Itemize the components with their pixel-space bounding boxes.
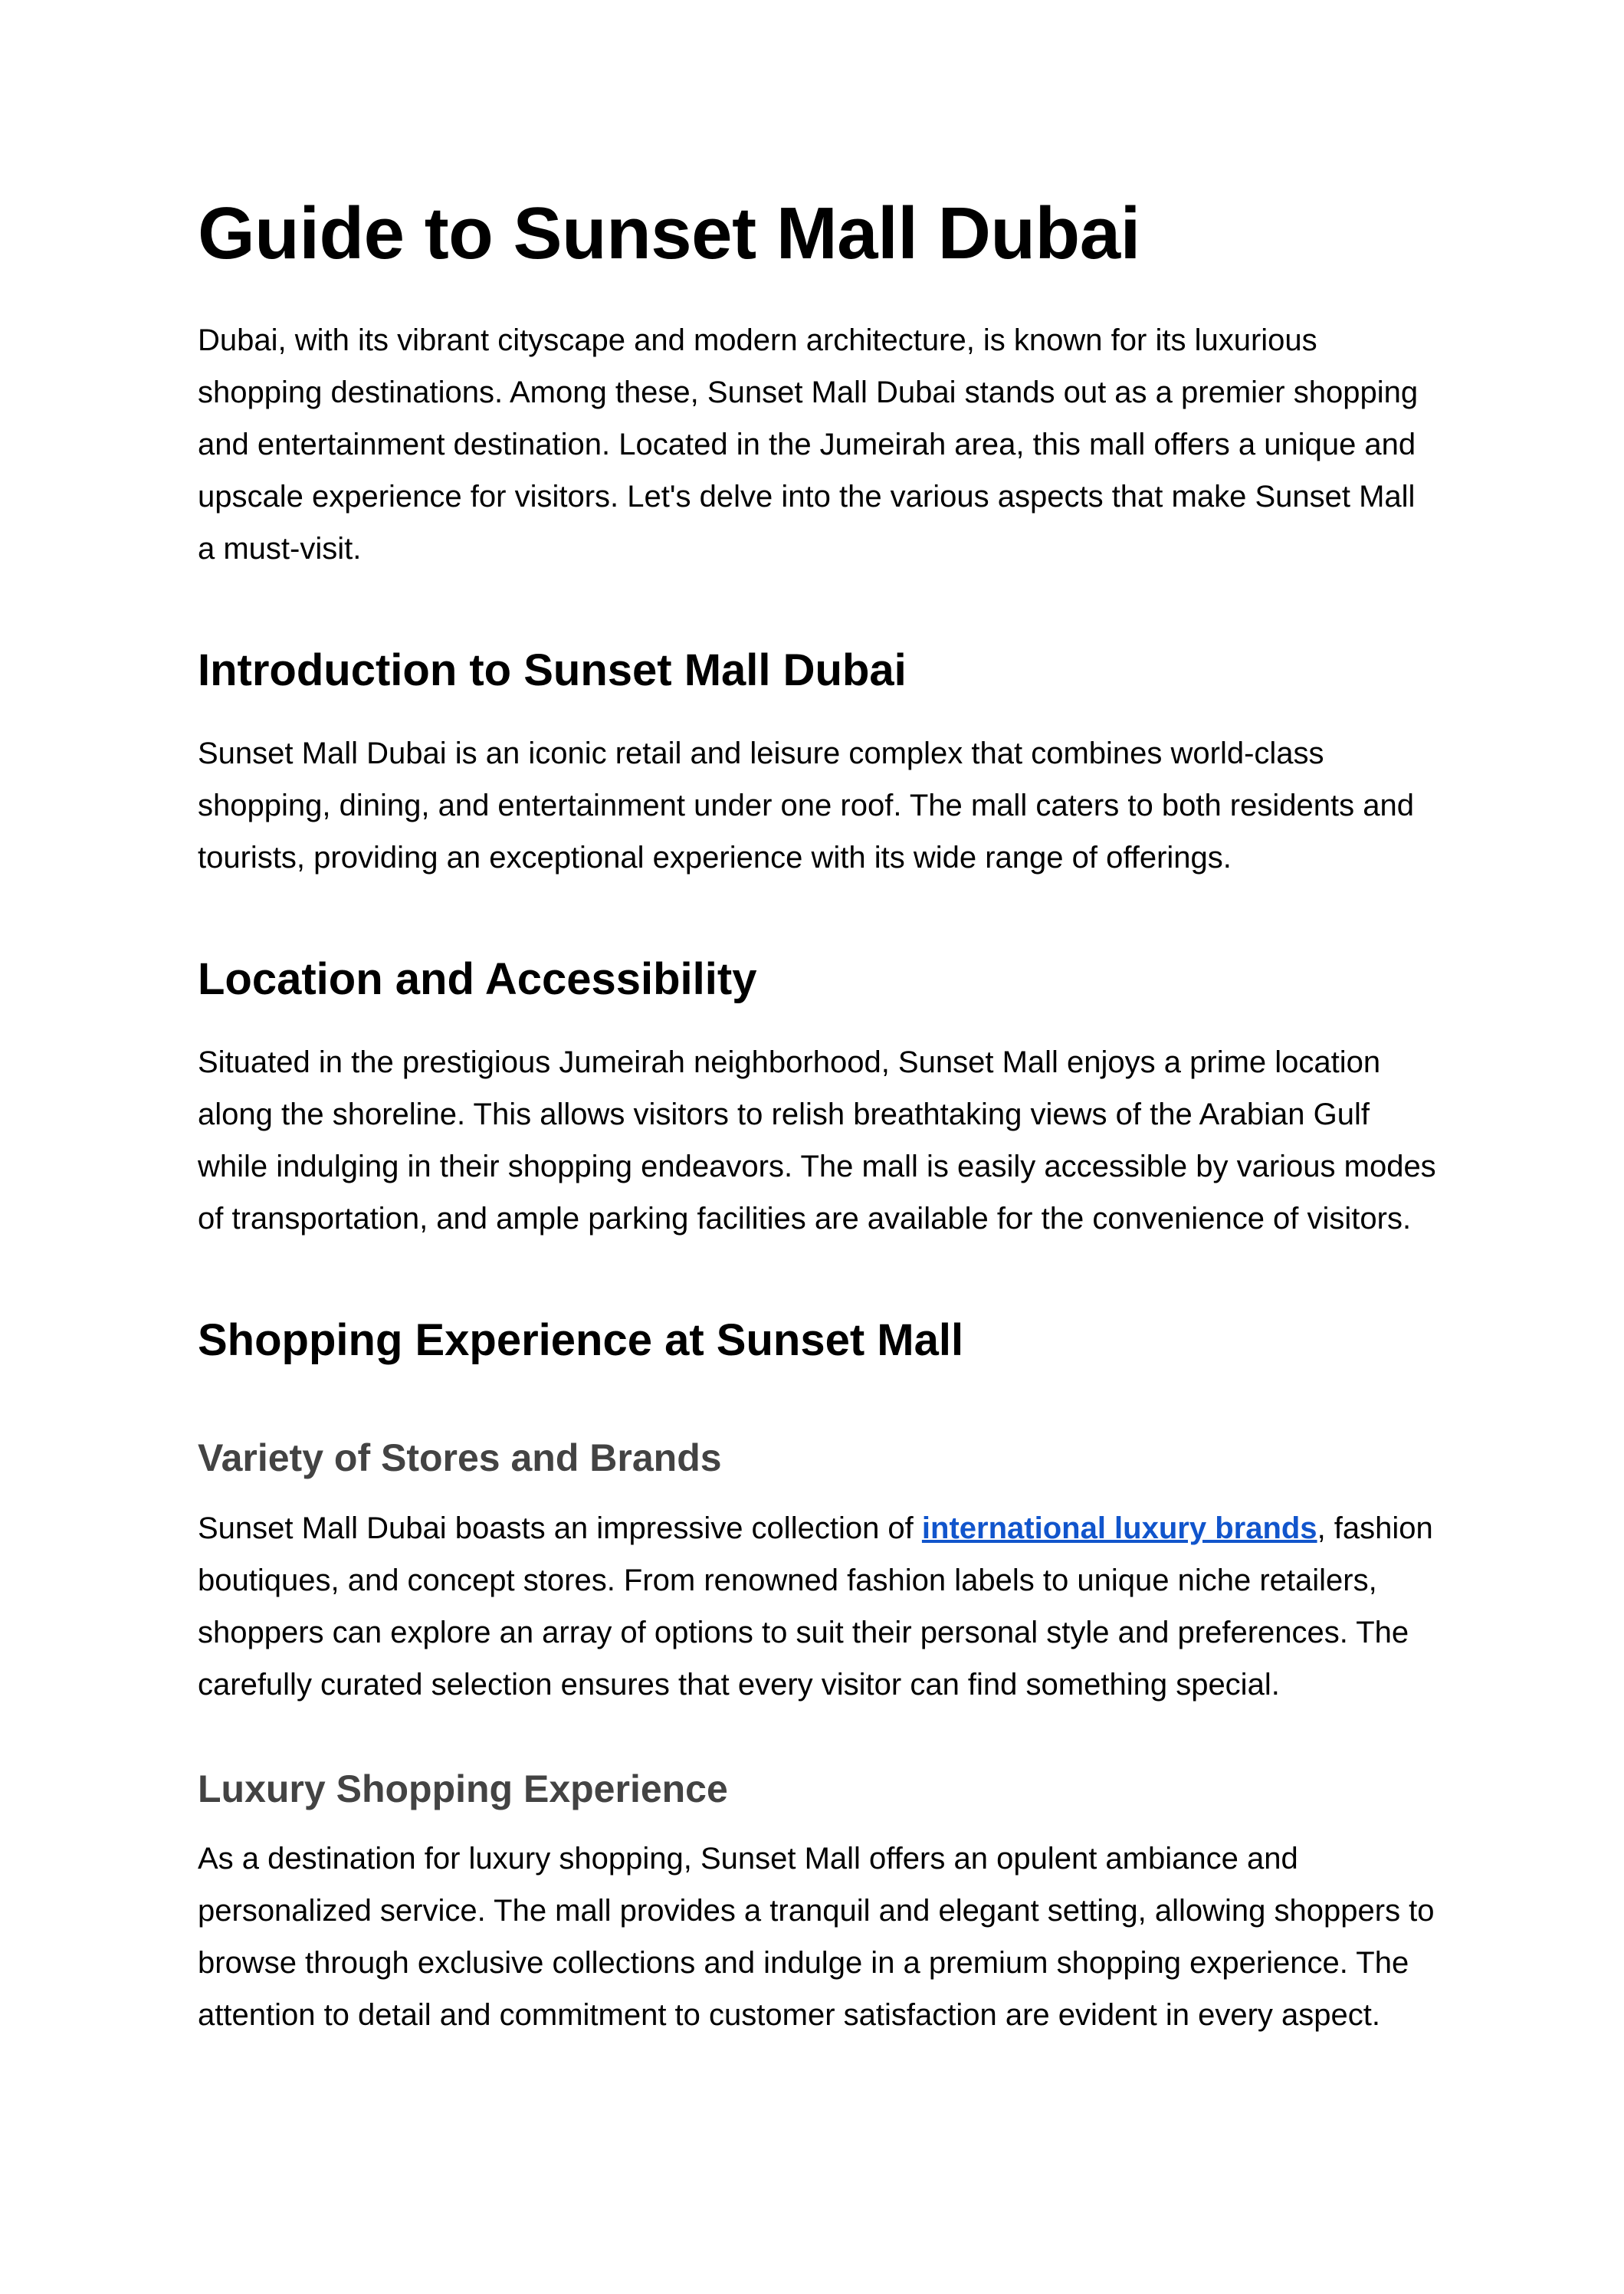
international-luxury-brands-link[interactable]: international luxury brands	[921, 1511, 1317, 1545]
document-page	[198, 192, 1439, 2041]
variety-text-after-link: , fashion boutiques, and concept stores. From renowned fashion labels to unique niche retailers, shoppers can explore an array of options to suit their personal style and preferences. The carefully curated selection ensures that every visitor can find something special.	[198, 1511, 1433, 1702]
heading-shopping-experience: Shopping Experience at Sunset Mall	[198, 1314, 964, 1365]
heading-location: Location and Accessibility	[198, 954, 757, 1005]
subheading-variety: Variety of Stores and Brands	[198, 1436, 722, 1480]
variety-paragraph	[198, 1502, 1439, 1711]
luxury-paragraph: As a destination for luxury shopping, Sunset Mall offers an opulent ambiance and personalized service. The mall provides a tranquil and elegant setting, allowing shoppers to browse through exclusive collections and indulge in a premium shopping experience. The attention to detail and commitment to customer satisfaction are evident in every aspect.	[198, 1842, 1435, 2033]
heading-introduction: Introduction to Sunset Mall Dubai	[198, 645, 907, 696]
variety-text-before-link: Sunset Mall Dubai boasts an impressive collection of	[198, 1511, 922, 1545]
subheading-luxury: Luxury Shopping Experience	[198, 1767, 728, 1810]
document-title: Guide to Sunset Mall Dubai	[198, 192, 1140, 274]
intro-paragraph: Dubai, with its vibrant cityscape and modern architecture, is known for its luxurious shopping destinations. Among these, Sunset Mall Dubai stands out as a premier shopping and entertainment destination. Located in the Jumeirah area, this mall offers a unique and upscale experience for visitors. Let's delve into the various aspects that make Sunset Mall a must-visit.	[198, 323, 1419, 566]
introduction-paragraph: Sunset Mall Dubai is an iconic retail and leisure complex that combines world-class shopping, dining, and entertainment under one roof. The mall caters to both residents and tourists, providing an exceptional experience with its wide range of offerings.	[198, 737, 1414, 875]
location-paragraph: Situated in the prestigious Jumeirah neighborhood, Sunset Mall enjoys a prime location along the shoreline. This allows visitors to relish breathtaking views of the Arabian Gulf while indulging in their shopping endeavors. The mall is easily accessible by various modes of transportation, and ample parking facilities are available for the convenience of visitors.	[198, 1045, 1436, 1236]
